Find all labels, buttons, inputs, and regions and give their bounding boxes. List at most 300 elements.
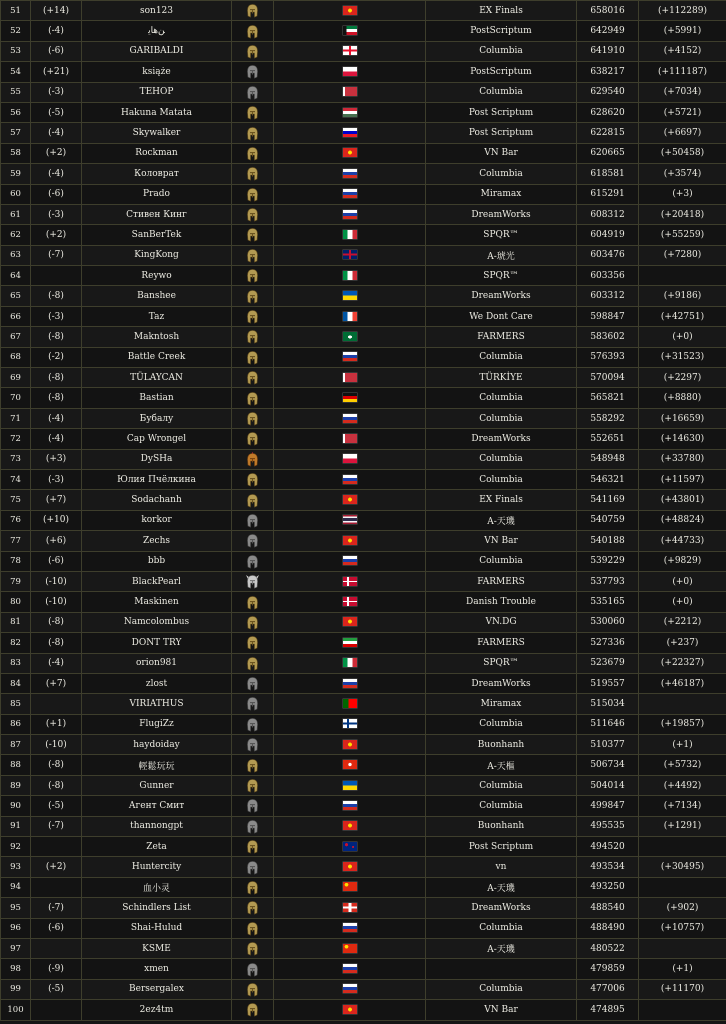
clan-name-link[interactable]: EX Finals	[426, 490, 577, 510]
table-row[interactable]	[1, 204, 726, 224]
table-row[interactable]	[1, 735, 726, 755]
rank-cell: 77	[1, 531, 31, 551]
helmet-cell	[232, 469, 274, 489]
player-name-link[interactable]: DONT TRY	[82, 633, 232, 653]
clan-name-link[interactable]: FARMERS	[426, 571, 577, 591]
player-name-link[interactable]: Rockman	[82, 143, 232, 163]
rank-cell: 74	[1, 469, 31, 489]
clan-name-link[interactable]: Columbia	[426, 449, 577, 469]
rank-cell: 91	[1, 816, 31, 836]
score-cell: 523679	[577, 653, 639, 673]
country-cell	[274, 469, 426, 489]
score-cell: 541169	[577, 490, 639, 510]
helmet-cell	[232, 592, 274, 612]
country-cell	[274, 938, 426, 958]
rank-change-cell	[31, 877, 82, 897]
country-cell	[274, 62, 426, 82]
clan-name-link[interactable]: Columbia	[426, 408, 577, 428]
rank-cell: 95	[1, 898, 31, 918]
rank-change-cell: (-8)	[31, 775, 82, 795]
score-cell: 488540	[577, 898, 639, 918]
player-name-link[interactable]: FlugiZz	[82, 714, 232, 734]
table-row[interactable]	[1, 143, 726, 163]
player-name-link[interactable]: Коловрат	[82, 164, 232, 184]
clan-name-link[interactable]: A-天璣	[426, 877, 577, 897]
player-name-link[interactable]: TÜLAYCAN	[82, 368, 232, 388]
country-cell	[274, 837, 426, 857]
rank-cell: 52	[1, 21, 31, 41]
country-cell	[274, 245, 426, 265]
rank-cell: 79	[1, 571, 31, 591]
player-name-link[interactable]: Taz	[82, 306, 232, 326]
score-cell: 603356	[577, 266, 639, 286]
clan-name-link[interactable]	[426, 959, 577, 979]
table-row[interactable]	[1, 286, 726, 306]
table-row[interactable]	[1, 62, 726, 82]
score-gain-cell: (+1291)	[639, 816, 726, 836]
player-name-link[interactable]: orion981	[82, 653, 232, 673]
table-row[interactable]	[1, 898, 726, 918]
clan-name-link[interactable]: VN Bar	[426, 531, 577, 551]
rank-change-cell: (-3)	[31, 306, 82, 326]
flag-vn-icon	[343, 6, 357, 15]
viking-helmet-icon	[246, 574, 259, 589]
player-name-link[interactable]: Sodachanh	[82, 490, 232, 510]
table-row[interactable]	[1, 633, 726, 653]
table-row[interactable]	[1, 225, 726, 245]
table-row[interactable]	[1, 673, 726, 693]
table-row[interactable]	[1, 592, 726, 612]
player-name-link[interactable]: Bastian	[82, 388, 232, 408]
player-name-link[interactable]: Zechs	[82, 531, 232, 551]
clan-name-link[interactable]: Columbia	[426, 347, 577, 367]
clan-name-link[interactable]: Columbia	[426, 796, 577, 816]
table-row[interactable]	[1, 123, 726, 143]
rank-cell: 61	[1, 204, 31, 224]
score-cell: 615291	[577, 184, 639, 204]
table-row[interactable]	[1, 714, 726, 734]
score-cell: 515034	[577, 694, 639, 714]
table-row[interactable]	[1, 918, 726, 938]
clan-name-link[interactable]: SPQR™	[426, 653, 577, 673]
rank-change-cell: (-10)	[31, 571, 82, 591]
rank-cell: 84	[1, 673, 31, 693]
player-name-link[interactable]: thannongpt	[82, 816, 232, 836]
flag-dk-icon	[343, 577, 357, 586]
country-cell	[274, 694, 426, 714]
score-gain-cell: (+44733)	[639, 531, 726, 551]
player-name-link[interactable]: haydoiday	[82, 735, 232, 755]
score-gain-cell: (+20418)	[639, 204, 726, 224]
flag-th-icon	[343, 515, 357, 524]
flag-vn-icon	[343, 1005, 357, 1014]
clan-name-link[interactable]: FARMERS	[426, 633, 577, 653]
rank-change-cell: (-5)	[31, 979, 82, 999]
score-cell: 546321	[577, 469, 639, 489]
clan-name-link[interactable]: Buonhanh	[426, 735, 577, 755]
score-cell: 558292	[577, 408, 639, 428]
rank-cell: 73	[1, 449, 31, 469]
score-gain-cell: (+50458)	[639, 143, 726, 163]
clan-name-link[interactable]: EX Finals	[426, 1, 577, 21]
score-gain-cell: (+30495)	[639, 857, 726, 877]
score-cell: 535165	[577, 592, 639, 612]
helmet-cell	[232, 531, 274, 551]
player-name-link[interactable]: Namcolombus	[82, 612, 232, 632]
score-cell: 474895	[577, 1000, 639, 1020]
score-cell: 608312	[577, 204, 639, 224]
clan-name-link[interactable]: Miramax	[426, 694, 577, 714]
score-gain-cell: (+7134)	[639, 796, 726, 816]
standard-helmet-icon	[246, 105, 259, 120]
standard-helmet-icon	[246, 3, 259, 18]
table-row[interactable]	[1, 266, 726, 286]
player-name-link[interactable]: Юлия Пчёлкина	[82, 469, 232, 489]
score-cell: 493250	[577, 877, 639, 897]
table-row[interactable]	[1, 653, 726, 673]
flag-ru-icon	[343, 984, 357, 993]
clan-name-link[interactable]: Columbia	[426, 388, 577, 408]
helmet-cell	[232, 551, 274, 571]
clan-name-link[interactable]: DreamWorks	[426, 898, 577, 918]
country-cell	[274, 123, 426, 143]
player-name-link[interactable]: książe	[82, 62, 232, 82]
player-name-link[interactable]: GARIBALDI	[82, 41, 232, 61]
score-cell: 598847	[577, 306, 639, 326]
player-name-link[interactable]: son123	[82, 1, 232, 21]
table-row[interactable]	[1, 938, 726, 958]
player-name-link[interactable]: bbb	[82, 551, 232, 571]
rank-change-cell: (-8)	[31, 388, 82, 408]
score-cell: 499847	[577, 796, 639, 816]
player-name-link[interactable]: Banshee	[82, 286, 232, 306]
clan-name-link[interactable]: A-天璣	[426, 510, 577, 530]
helmet-cell	[232, 408, 274, 428]
rank-cell: 55	[1, 82, 31, 102]
player-name-link[interactable]: Huntercity	[82, 857, 232, 877]
table-row[interactable]	[1, 490, 726, 510]
clan-name-link[interactable]: Columbia	[426, 41, 577, 61]
player-name-link[interactable]: 2ez4tm	[82, 1000, 232, 1020]
clan-name-link[interactable]: SPQR™	[426, 266, 577, 286]
helmet-cell	[232, 449, 274, 469]
clan-name-link[interactable]: Columbia	[426, 918, 577, 938]
player-name-link[interactable]: korkor	[82, 510, 232, 530]
clan-name-link[interactable]: Columbia	[426, 979, 577, 999]
table-row[interactable]	[1, 837, 726, 857]
table-row[interactable]	[1, 164, 726, 184]
rank-cell: 51	[1, 1, 31, 21]
country-cell	[274, 531, 426, 551]
score-gain-cell: (+3574)	[639, 164, 726, 184]
table-row[interactable]	[1, 82, 726, 102]
rank-cell: 87	[1, 735, 31, 755]
clan-name-link[interactable]: DreamWorks	[426, 286, 577, 306]
clan-name-link[interactable]: DreamWorks	[426, 429, 577, 449]
rank-change-cell: (-3)	[31, 204, 82, 224]
rank-change-cell: (+21)	[31, 62, 82, 82]
player-name-link[interactable]: zlost	[82, 673, 232, 693]
player-name-link[interactable]: VIRIATHUS	[82, 694, 232, 714]
player-name-link[interactable]: ﻦﻫﺎﻳ	[82, 21, 232, 41]
knight-helmet-icon	[246, 737, 259, 752]
player-name-link[interactable]: Reywo	[82, 266, 232, 286]
helmet-cell	[232, 21, 274, 41]
player-name-link[interactable]: Бубалу	[82, 408, 232, 428]
helmet-cell	[232, 796, 274, 816]
clan-name-link[interactable]: A-天璣	[426, 938, 577, 958]
clan-name-link[interactable]: Columbia	[426, 82, 577, 102]
score-gain-cell: (+22327)	[639, 653, 726, 673]
standard-helmet-icon	[246, 900, 259, 915]
rank-cell: 67	[1, 327, 31, 347]
score-cell: 629540	[577, 82, 639, 102]
player-name-link[interactable]: xmen	[82, 959, 232, 979]
clan-name-link[interactable]: VN Bar	[426, 1000, 577, 1020]
table-row[interactable]	[1, 510, 726, 530]
rank-change-cell: (-8)	[31, 633, 82, 653]
rank-cell: 81	[1, 612, 31, 632]
clan-name-link[interactable]: We Dont Care	[426, 306, 577, 326]
score-gain-cell: (+7280)	[639, 245, 726, 265]
standard-helmet-icon	[246, 921, 259, 936]
table-row[interactable]	[1, 408, 726, 428]
score-gain-cell: (+5991)	[639, 21, 726, 41]
rank-change-cell: (-9)	[31, 959, 82, 979]
helmet-cell	[232, 735, 274, 755]
player-name-link[interactable]: DySHa	[82, 449, 232, 469]
country-cell	[274, 551, 426, 571]
rank-cell: 86	[1, 714, 31, 734]
clan-name-link[interactable]: A-天樞	[426, 755, 577, 775]
table-row[interactable]	[1, 429, 726, 449]
player-name-link[interactable]: Gunner	[82, 775, 232, 795]
table-row[interactable]	[1, 775, 726, 795]
score-cell: 495535	[577, 816, 639, 836]
country-cell	[274, 143, 426, 163]
table-row[interactable]	[1, 571, 726, 591]
score-gain-cell	[639, 694, 726, 714]
table-row[interactable]	[1, 816, 726, 836]
country-cell	[274, 1, 426, 21]
player-name-link[interactable]: Battle Creek	[82, 347, 232, 367]
table-row[interactable]	[1, 21, 726, 41]
player-name-link[interactable]: KSME	[82, 938, 232, 958]
helmet-cell	[232, 612, 274, 632]
flag-ru-icon	[343, 556, 357, 565]
player-name-link[interactable]: Shai-Hulud	[82, 918, 232, 938]
clan-name-link[interactable]: PostScriptum	[426, 21, 577, 41]
player-name-link[interactable]: Bersergalex	[82, 979, 232, 999]
rank-cell: 92	[1, 837, 31, 857]
clan-name-link[interactable]: Columbia	[426, 775, 577, 795]
rank-change-cell: (-4)	[31, 429, 82, 449]
helmet-cell	[232, 388, 274, 408]
flag-vn-icon	[343, 495, 357, 504]
standard-helmet-icon	[246, 350, 259, 365]
helmet-cell	[232, 857, 274, 877]
clan-name-link[interactable]: VN Bar	[426, 143, 577, 163]
standard-helmet-icon	[246, 24, 259, 39]
rank-change-cell: (+6)	[31, 531, 82, 551]
flag-by-icon	[343, 87, 357, 96]
standard-helmet-icon	[246, 493, 259, 508]
player-name-link[interactable]: BlackPearl	[82, 571, 232, 591]
score-gain-cell: (+46187)	[639, 673, 726, 693]
clan-name-link[interactable]: VN.DG	[426, 612, 577, 632]
player-name-link[interactable]: TEHOP	[82, 82, 232, 102]
clan-name-link[interactable]: PostScriptum	[426, 62, 577, 82]
table-row[interactable]	[1, 449, 726, 469]
clan-name-link[interactable]: Post Scriptum	[426, 102, 577, 122]
knight-helmet-icon	[246, 717, 259, 732]
clan-name-link[interactable]: vn	[426, 857, 577, 877]
rank-change-cell: (-4)	[31, 21, 82, 41]
player-name-link[interactable]: SanBerTek	[82, 225, 232, 245]
flag-vn-icon	[343, 740, 357, 749]
table-row[interactable]	[1, 102, 726, 122]
flag-it-icon	[343, 658, 357, 667]
table-row[interactable]	[1, 245, 726, 265]
table-row[interactable]	[1, 694, 726, 714]
table-row[interactable]	[1, 347, 726, 367]
rank-cell: 70	[1, 388, 31, 408]
score-gain-cell: (+5732)	[639, 755, 726, 775]
player-name-link[interactable]: Maskinen	[82, 592, 232, 612]
standard-helmet-icon	[246, 329, 259, 344]
table-row[interactable]	[1, 1, 726, 21]
score-cell: 539229	[577, 551, 639, 571]
table-row[interactable]	[1, 1000, 726, 1020]
player-name-link[interactable]: 輕鬆玩玩	[82, 755, 232, 775]
clan-name-link[interactable]: A-琥光	[426, 245, 577, 265]
table-row[interactable]	[1, 612, 726, 632]
clan-name-link[interactable]: Buonhanh	[426, 816, 577, 836]
helmet-cell	[232, 41, 274, 61]
rank-change-cell: (-6)	[31, 551, 82, 571]
player-name-link[interactable]: Prado	[82, 184, 232, 204]
clan-name-link[interactable]: Columbia	[426, 164, 577, 184]
score-gain-cell: (+8880)	[639, 388, 726, 408]
clan-name-link[interactable]: DreamWorks	[426, 204, 577, 224]
table-row[interactable]	[1, 877, 726, 897]
standard-helmet-icon	[246, 268, 259, 283]
knight-helmet-icon	[246, 676, 259, 691]
clan-name-link[interactable]: Columbia	[426, 714, 577, 734]
standard-helmet-icon	[246, 1002, 259, 1017]
clan-name-link[interactable]: Miramax	[426, 184, 577, 204]
table-row[interactable]	[1, 551, 726, 571]
clan-name-link[interactable]: FARMERS	[426, 327, 577, 347]
helmet-cell	[232, 653, 274, 673]
player-name-link[interactable]: Skywalker	[82, 123, 232, 143]
player-name-link[interactable]: KingKong	[82, 245, 232, 265]
table-row[interactable]	[1, 979, 726, 999]
rank-cell: 93	[1, 857, 31, 877]
score-cell: 552651	[577, 429, 639, 449]
clan-name-link[interactable]: Post Scriptum	[426, 123, 577, 143]
flag-it-icon	[343, 271, 357, 280]
helmet-cell	[232, 204, 274, 224]
country-cell	[274, 816, 426, 836]
helmet-cell	[232, 347, 274, 367]
clan-name-link[interactable]: Columbia	[426, 551, 577, 571]
helmet-cell	[232, 673, 274, 693]
table-row[interactable]	[1, 959, 726, 979]
player-name-link[interactable]: Стивен Кинг	[82, 204, 232, 224]
score-gain-cell: (+48824)	[639, 510, 726, 530]
clan-name-link[interactable]: Columbia	[426, 469, 577, 489]
rank-change-cell: (-6)	[31, 184, 82, 204]
table-row[interactable]	[1, 368, 726, 388]
country-cell	[274, 82, 426, 102]
clan-name-link[interactable]: DreamWorks	[426, 673, 577, 693]
helmet-cell	[232, 164, 274, 184]
score-cell: 583602	[577, 327, 639, 347]
helmet-cell	[232, 979, 274, 999]
player-name-link[interactable]: Hakuna Matata	[82, 102, 232, 122]
knight-helmet-icon	[246, 962, 259, 977]
score-gain-cell: (+2212)	[639, 612, 726, 632]
clan-name-link[interactable]: TÜRKİYE	[426, 368, 577, 388]
rank-change-cell: (-7)	[31, 816, 82, 836]
score-cell: 565821	[577, 388, 639, 408]
score-gain-cell: (+14630)	[639, 429, 726, 449]
table-row[interactable]	[1, 796, 726, 816]
country-cell	[274, 959, 426, 979]
helmet-cell	[232, 82, 274, 102]
table-row[interactable]	[1, 857, 726, 877]
standard-helmet-icon	[246, 778, 259, 793]
table-row[interactable]	[1, 755, 726, 775]
helmet-cell	[232, 286, 274, 306]
clan-name-link[interactable]: Danish Trouble	[426, 592, 577, 612]
knight-helmet-icon	[246, 554, 259, 569]
player-name-link[interactable]: Makntosh	[82, 327, 232, 347]
table-row[interactable]	[1, 469, 726, 489]
score-gain-cell: (+4492)	[639, 775, 726, 795]
standard-helmet-icon	[246, 248, 259, 263]
standard-helmet-icon	[246, 880, 259, 895]
table-row[interactable]	[1, 41, 726, 61]
standard-helmet-icon	[246, 370, 259, 385]
standard-helmet-icon	[246, 126, 259, 141]
flag-ru-icon	[343, 679, 357, 688]
player-name-link[interactable]: Zeta	[82, 837, 232, 857]
rank-cell: 64	[1, 266, 31, 286]
flag-si-icon	[343, 128, 357, 137]
score-gain-cell: (+33780)	[639, 449, 726, 469]
table-row[interactable]	[1, 184, 726, 204]
table-row[interactable]	[1, 531, 726, 551]
player-name-link[interactable]: Агент Смит	[82, 796, 232, 816]
rank-change-cell: (-4)	[31, 653, 82, 673]
table-row[interactable]	[1, 306, 726, 326]
clan-name-link[interactable]: SPQR™	[426, 225, 577, 245]
rank-cell: 72	[1, 429, 31, 449]
standard-helmet-icon	[246, 146, 259, 161]
score-gain-cell: (+0)	[639, 571, 726, 591]
player-name-link[interactable]: Schindlers List	[82, 898, 232, 918]
player-name-link[interactable]: 血小灵	[82, 877, 232, 897]
clan-name-link[interactable]: Post Scriptum	[426, 837, 577, 857]
rank-cell: 78	[1, 551, 31, 571]
score-cell: 603476	[577, 245, 639, 265]
table-row[interactable]	[1, 327, 726, 347]
table-row[interactable]	[1, 388, 726, 408]
player-name-link[interactable]: Cap Wrongel	[82, 429, 232, 449]
score-cell: 537793	[577, 571, 639, 591]
